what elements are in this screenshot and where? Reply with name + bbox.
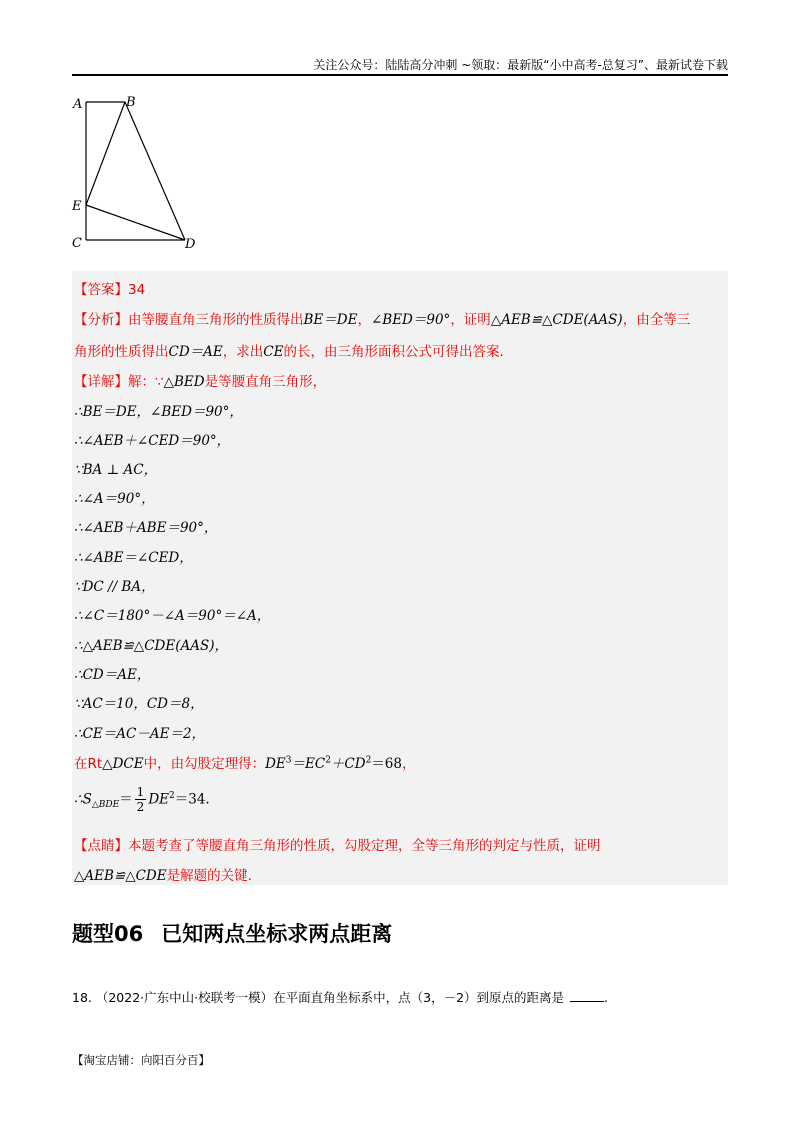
step-line: ∴∠AEB＋ABE＝90°， xyxy=(74,520,218,536)
area-subscript: △BDE xyxy=(91,800,120,811)
step-line: ∵BA ⊥ AC， xyxy=(74,462,158,478)
answer-line xyxy=(74,278,145,298)
comment-math: △AEB≌△CDE xyxy=(74,868,167,884)
step-line: ∴△AEB≌△CDE(AAS)， xyxy=(74,638,228,654)
footer-text: 【淘宝店铺：向阳百分百】 xyxy=(72,1053,210,1067)
segment-BD xyxy=(125,102,185,240)
exponent: 2 xyxy=(169,791,175,801)
analysis-math: CD＝AE xyxy=(168,344,223,360)
detail-text: 解：∵ xyxy=(128,374,164,390)
analysis-math: CE xyxy=(263,344,284,360)
comment-tag: 【点睛】 xyxy=(74,838,128,854)
detail-line xyxy=(74,370,326,390)
question-text: 18. （2022·广东中山·校联考一模）在平面直角坐标系中，点（3，－2）到原点的距离是 xyxy=(72,990,565,1005)
area-math: DE xyxy=(148,791,169,808)
label-D: D xyxy=(185,237,196,252)
analysis-math: ∠BED＝90° xyxy=(370,312,451,328)
analysis-text: 角形的性质得出 xyxy=(74,344,169,360)
pythagoras-line xyxy=(74,752,416,772)
step-line: ∴CD＝AE， xyxy=(74,667,151,683)
pythagoras-text: 中，由勾股定理得： xyxy=(143,756,266,772)
pythagoras-math: △DCE xyxy=(102,756,144,772)
header-rule xyxy=(72,74,728,76)
step-line: ∴∠ABE＝∠CED， xyxy=(74,550,193,566)
answer-tag: 【答案】 xyxy=(74,282,128,298)
pythagoras-math: DE xyxy=(265,756,286,772)
answer-value: 34 xyxy=(128,282,146,298)
analysis-tag: 【分析】 xyxy=(74,312,128,328)
step-line: ∴∠C＝180°－∠A＝90°＝∠A， xyxy=(74,608,271,624)
section-heading: 已知两点坐标求两点距离 xyxy=(161,922,393,946)
comment-text: 是解题的关键. xyxy=(166,868,252,884)
fraction xyxy=(135,785,147,814)
exponent: 2 xyxy=(365,755,372,766)
step-line: ∴∠AEB＋∠CED＝90°， xyxy=(74,433,231,449)
step-line: ∴∠A＝90°， xyxy=(74,491,155,507)
analysis-text: ， xyxy=(357,312,371,328)
comment-text: 本题考查了等腰直角三角形的性质，勾股定理，全等三角形的判定与性质，证明 xyxy=(128,838,601,854)
detail-text: 是等腰直角三角形， xyxy=(204,374,327,390)
analysis-line-2 xyxy=(74,340,504,360)
pythagoras-text: ， xyxy=(402,756,416,772)
answer-blank xyxy=(570,991,604,1002)
exponent: 3 xyxy=(285,755,292,766)
step-line: ∵DC // BA， xyxy=(74,579,155,595)
analysis-text: ，由全等三 xyxy=(622,312,691,328)
step-line: ∴CE＝AC－AE＝2， xyxy=(74,726,206,742)
pythagoras-text: 在Rt xyxy=(74,756,103,772)
comment-line-2 xyxy=(74,864,252,884)
pythagoras-math: ＝EC xyxy=(291,756,326,772)
analysis-text: 的长，由三角形面积公式可得出答案. xyxy=(283,344,504,360)
detail-math: △BED xyxy=(163,374,205,390)
fraction-numerator: 1 xyxy=(136,785,145,799)
analysis-text: 由等腰直角三角形的性质得出 xyxy=(128,312,304,328)
area-math: ∴S xyxy=(74,791,92,808)
analysis-text: ，证明 xyxy=(450,312,491,328)
fraction-denominator: 2 xyxy=(136,800,145,814)
step-line: ∵AC＝10，CD＝8， xyxy=(74,696,204,712)
analysis-math: △AEB≌△CDE(AAS) xyxy=(490,312,623,328)
analysis-line-1 xyxy=(74,308,690,328)
label-A: A xyxy=(73,97,83,112)
area-math: ＝ xyxy=(119,791,133,808)
step-line: ∴BE＝DE，∠BED＝90°， xyxy=(74,404,243,420)
label-E: E xyxy=(72,199,82,214)
segment-BE xyxy=(86,102,125,205)
question-18 xyxy=(72,988,608,1006)
analysis-text: ，求出 xyxy=(222,344,264,360)
comment-line-1 xyxy=(74,834,601,854)
label-C: C xyxy=(72,236,82,251)
geometry-figure xyxy=(68,90,218,255)
detail-tag: 【详解】 xyxy=(74,374,128,390)
area-math: ＝34. xyxy=(174,791,210,808)
section-label: 题型06 xyxy=(72,922,144,946)
area-line xyxy=(74,785,210,814)
label-B: B xyxy=(126,95,136,110)
exponent: 2 xyxy=(325,755,331,766)
section-title xyxy=(72,918,392,948)
header-text: 关注公众号：陆陆高分冲刺 ~领取：最新版“小中高考-总复习”、最新试卷下载 xyxy=(313,58,728,72)
segment-ED xyxy=(86,205,185,240)
pythagoras-math: ＋CD xyxy=(330,756,366,772)
analysis-math: BE＝DE xyxy=(303,312,358,328)
pythagoras-math: ＝68 xyxy=(371,756,402,772)
question-end: . xyxy=(604,990,609,1005)
